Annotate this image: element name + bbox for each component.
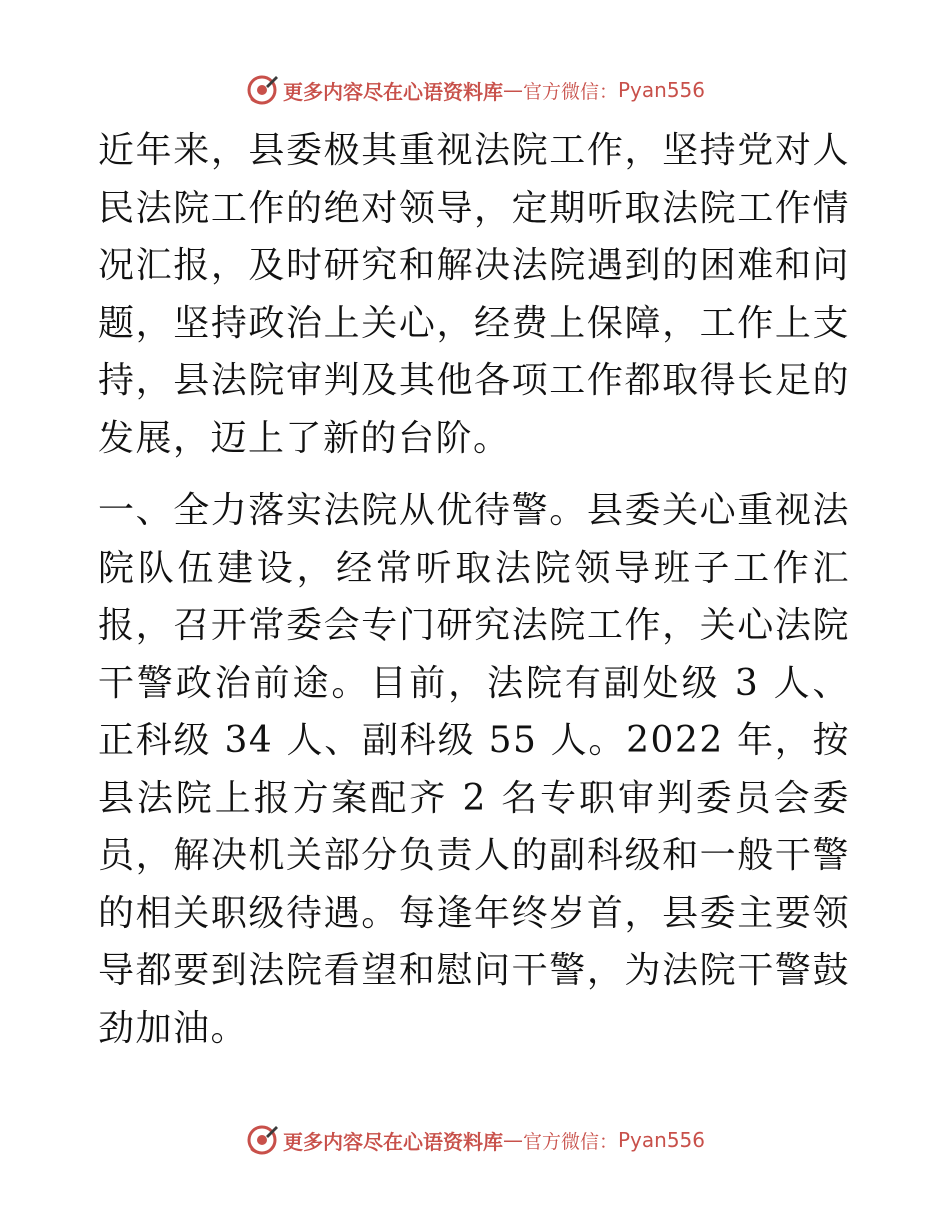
watermark-separator: —: [502, 78, 523, 102]
paragraph-section-one: 一、全力落实法院从优待警。县委关心重视法院队伍建设，经常听取法院领导班子工作汇报，召开常委会专门研究法院工作，关心法院干警政治前途。目前，法院有副处级 3 人、正科级 34 人、副科级 55 人。2022 年，按县法院上报方案配齐 2 名专职审判委员会委员，解决机关部分负责人的副科级和一般干警的相关职级待遇。每逢年终岁首，县委主要领导都要到法院看望和慰问干警，为法院干警鼓劲加油。: [98, 490, 850, 1049]
watermark-wechat-label: 官方微信：: [522, 1130, 618, 1153]
watermark-wechat-id: Pyan556: [618, 1128, 706, 1152]
watermark-wechat-label: 官方微信：: [522, 80, 618, 103]
brush-logo-icon: [245, 73, 279, 107]
brush-logo-icon: [245, 1123, 279, 1157]
document-body: [98, 122, 850, 1057]
watermark-separator: —: [502, 1128, 523, 1152]
watermark-wechat-id: Pyan556: [618, 78, 706, 102]
footer-watermark: [0, 1120, 950, 1160]
paragraph-intro: 近年来，县委极其重视法院工作，坚持党对人民法院工作的绝对领导，定期听取法院工作情况汇报，及时研究和解决法院遇到的困难和问题，坚持政治上关心，经费上保障，工作上支持，县法院审判及其他各项工作都取得长足的发展，迈上了新的台阶。: [98, 130, 850, 459]
watermark-site-text: 更多内容尽在心语资料库: [282, 1129, 503, 1154]
header-watermark: [0, 70, 950, 110]
watermark-site-text: 更多内容尽在心语资料库: [282, 79, 503, 104]
